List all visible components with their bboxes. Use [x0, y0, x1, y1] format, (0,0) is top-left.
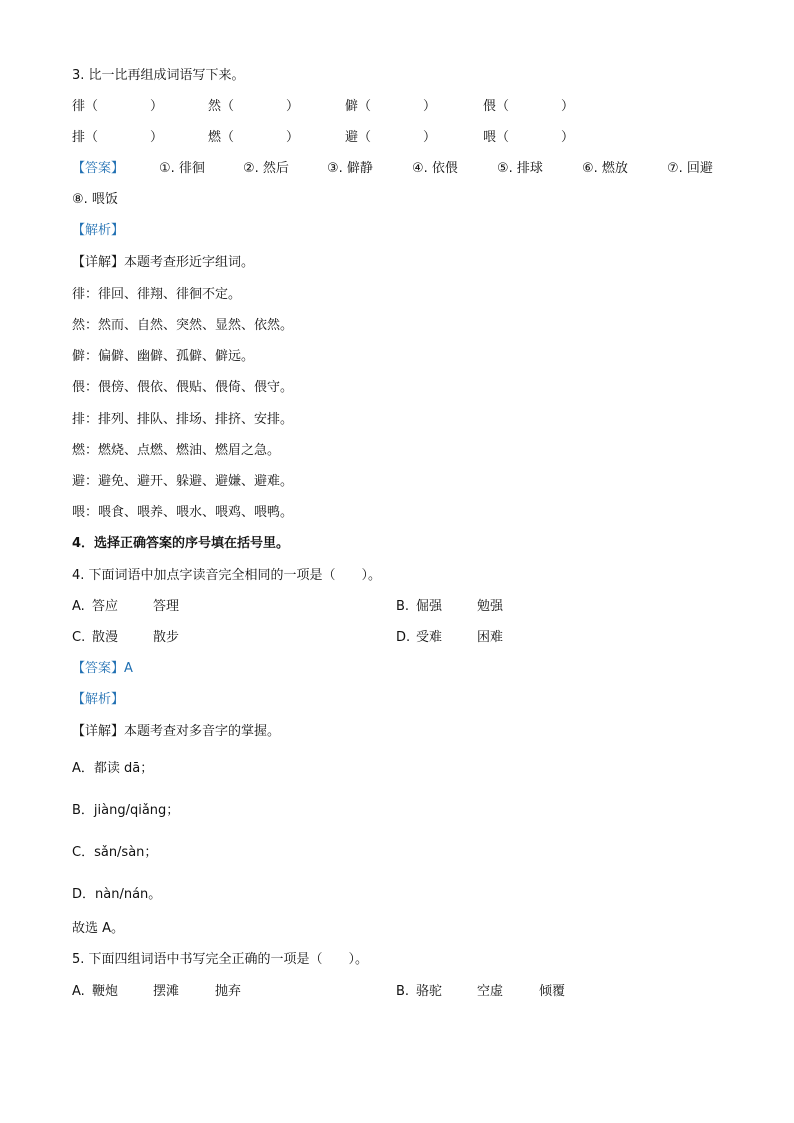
option-word: 受难: [416, 630, 443, 645]
q3-answer-8: ⑧. 喂饭: [72, 192, 118, 207]
option-label: D.: [396, 630, 411, 645]
q3-detail: 【详解】本题考查形近字组词。: [72, 255, 255, 270]
option-word: 摆滩: [153, 984, 180, 999]
option-word: 困难: [477, 630, 504, 645]
q3-blank-1: 徘（ ）: [72, 99, 164, 114]
q3-blank-8: 喂（ ）: [483, 130, 575, 145]
q4-detail: 【详解】本题考查对多音字的掌握。: [72, 724, 281, 739]
q3-answer-6: ⑥. 燃放: [582, 161, 628, 176]
q3-line-4: 偎：偎傍、偎依、偎贴、偎倚、偎守。: [72, 380, 294, 395]
q3-blank-7: 避（ ）: [345, 130, 437, 145]
q3-blank-3: 僻（ ）: [345, 99, 437, 114]
q4-answer: 【答案】A: [72, 661, 133, 676]
q5-stem: 5. 下面四组词语中书写完全正确的一项是（ ）。: [72, 952, 369, 967]
q4-choice: 故选 A。: [72, 921, 125, 936]
q3-line-6: 燃：燃烧、点燃、燃油、燃眉之急。: [72, 443, 281, 458]
q3-line-2: 然：然而、自然、突然、显然、依然。: [72, 318, 294, 333]
q4-explain-a: A．都读 dā；: [72, 761, 154, 776]
option-label: B.: [396, 984, 410, 999]
analysis-tag: 【解析】: [72, 223, 125, 238]
q3-blank-6: 燃（ ）: [208, 130, 300, 145]
option-word: 倔强: [416, 599, 443, 614]
option-word: 散漫: [92, 630, 119, 645]
option-label: B.: [396, 599, 410, 614]
option-word: 骆驼: [416, 984, 443, 999]
answer-tag: 【答案】: [72, 161, 125, 176]
option-label: A.: [72, 599, 85, 614]
option-word: 答应: [92, 599, 119, 614]
q3-blank-2: 然（ ）: [208, 99, 300, 114]
q3-answer-5: ⑤. 排球: [497, 161, 543, 176]
q3-line-1: 徘：徘回、徘翔、徘徊不定。: [72, 287, 242, 302]
option-word: 抛弃: [215, 984, 242, 999]
q3-line-3: 僻：偏僻、幽僻、孤僻、僻远。: [72, 349, 255, 364]
option-word: 空虚: [477, 984, 504, 999]
option-word: 倾覆: [539, 984, 566, 999]
q3-answer-3: ③. 僻静: [327, 161, 373, 176]
q3-answer-2: ②. 然后: [243, 161, 289, 176]
q3-answer-4: ④. 依偎: [412, 161, 458, 176]
q3-title: 3. 比一比再组成词语写下来。: [72, 68, 245, 83]
option-word: 勉强: [477, 599, 504, 614]
section-heading: 4．选择正确答案的序号填在括号里。: [72, 536, 290, 551]
q3-blank-5: 排（ ）: [72, 130, 164, 145]
q3-blank-4: 偎（ ）: [483, 99, 575, 114]
option-word: 答理: [153, 599, 180, 614]
q4-explain-d: D．nàn/nán。: [72, 887, 162, 902]
option-word: 鞭炮: [92, 984, 119, 999]
option-label: C.: [72, 630, 86, 645]
q4-explain-b: B．jiàng/qiǎng；: [72, 803, 180, 818]
q3-answer-1: ①. 徘徊: [159, 161, 205, 176]
q3-answer-7: ⑦. 回避: [667, 161, 713, 176]
analysis-tag: 【解析】: [72, 692, 125, 707]
option-label: A.: [72, 984, 85, 999]
q4-stem: 4. 下面词语中加点字读音完全相同的一项是（ ）。: [72, 568, 382, 583]
q3-line-8: 喂：喂食、喂养、喂水、喂鸡、喂鸭。: [72, 505, 294, 520]
option-word: 散步: [153, 630, 180, 645]
q3-line-5: 排：排列、排队、排场、排挤、安排。: [72, 412, 294, 427]
q3-line-7: 避：避免、避开、躲避、避嫌、避难。: [72, 474, 294, 489]
q4-explain-c: C．sǎn/sàn；: [72, 845, 158, 860]
